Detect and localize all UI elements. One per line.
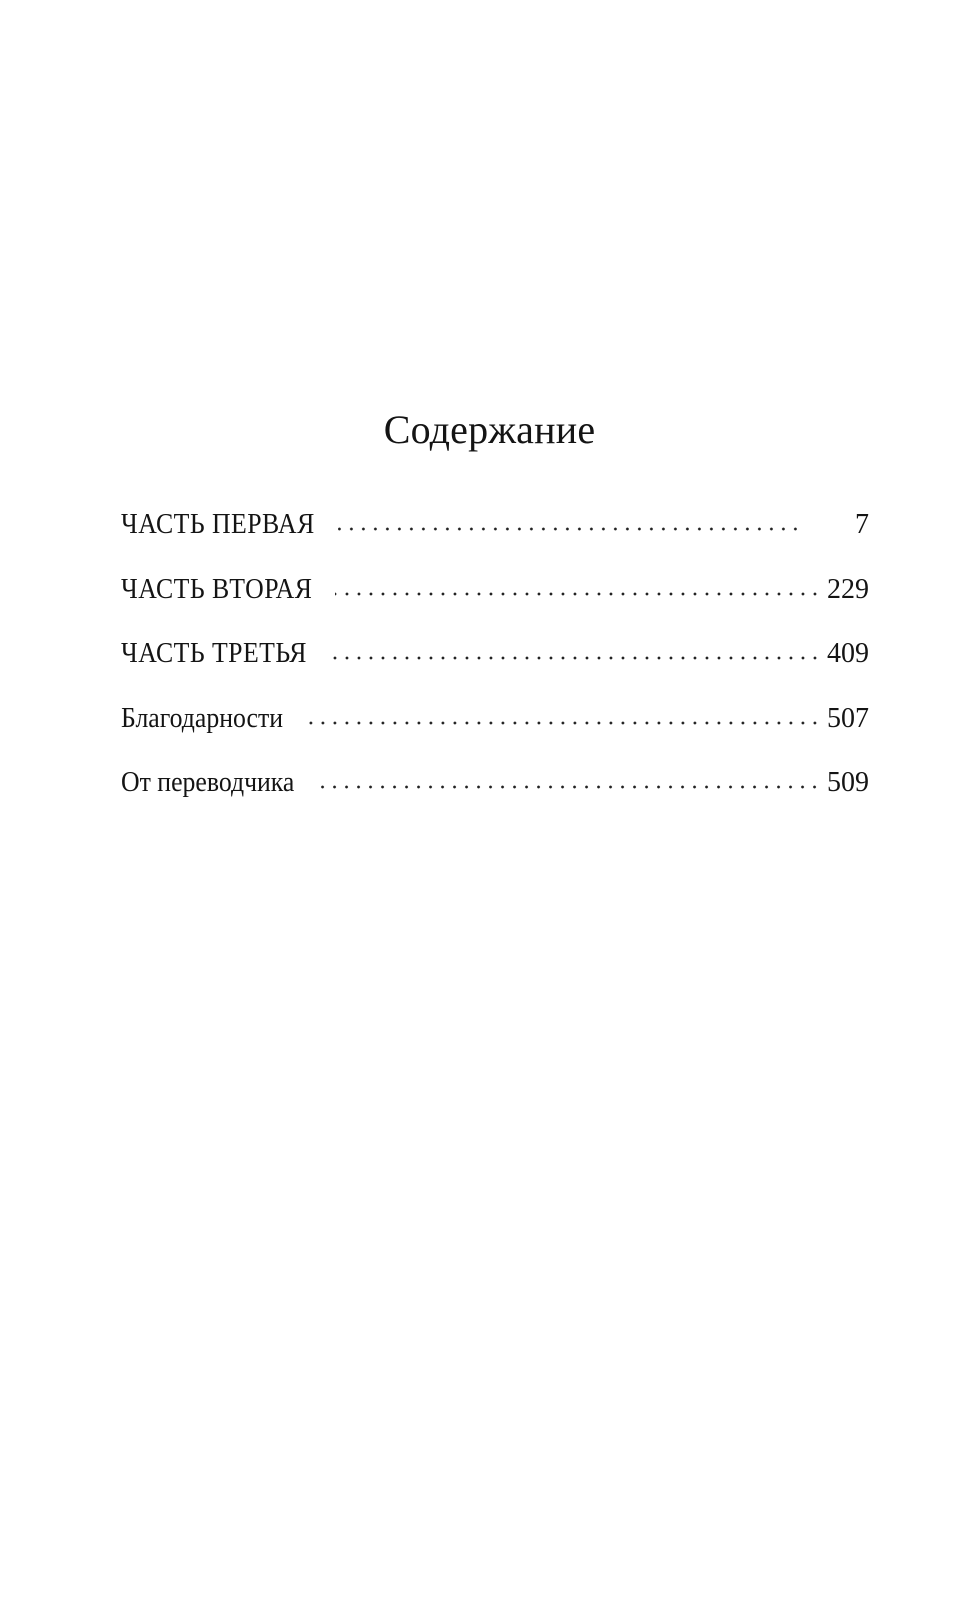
toc-entry-translator-note[interactable] bbox=[121, 763, 869, 828]
toc-entry-part-two[interactable] bbox=[121, 570, 869, 635]
dot-leader bbox=[335, 591, 821, 597]
toc-entry-page-number: 229 bbox=[827, 573, 869, 605]
dot-leader bbox=[329, 655, 821, 661]
toc-title: Содержание bbox=[383, 407, 596, 452]
table-of-contents bbox=[121, 505, 869, 828]
toc-entry-label: От переводчика bbox=[121, 767, 295, 798]
toc-entry-page-number: 409 bbox=[827, 638, 869, 669]
toc-entry-label: ЧАСТЬ ТРЕТЬЯ bbox=[121, 638, 307, 669]
toc-entry-label: Благодарности bbox=[121, 702, 284, 734]
toc-entry-acknowledgements[interactable] bbox=[121, 699, 869, 764]
toc-entry-page-number: 507 bbox=[827, 702, 869, 734]
toc-entry-page-number: 7 bbox=[855, 509, 869, 540]
dot-leader bbox=[338, 526, 801, 532]
toc-entry-part-three[interactable] bbox=[121, 634, 869, 699]
toc-entry-label: ЧАСТЬ ВТОРАЯ bbox=[121, 573, 313, 605]
toc-entry-label: ЧАСТЬ ПЕРВАЯ bbox=[121, 509, 315, 540]
dot-leader bbox=[303, 720, 821, 726]
dot-leader bbox=[315, 784, 821, 790]
toc-entry-part-one[interactable] bbox=[121, 505, 869, 570]
toc-entry-page-number: 509 bbox=[827, 767, 869, 798]
